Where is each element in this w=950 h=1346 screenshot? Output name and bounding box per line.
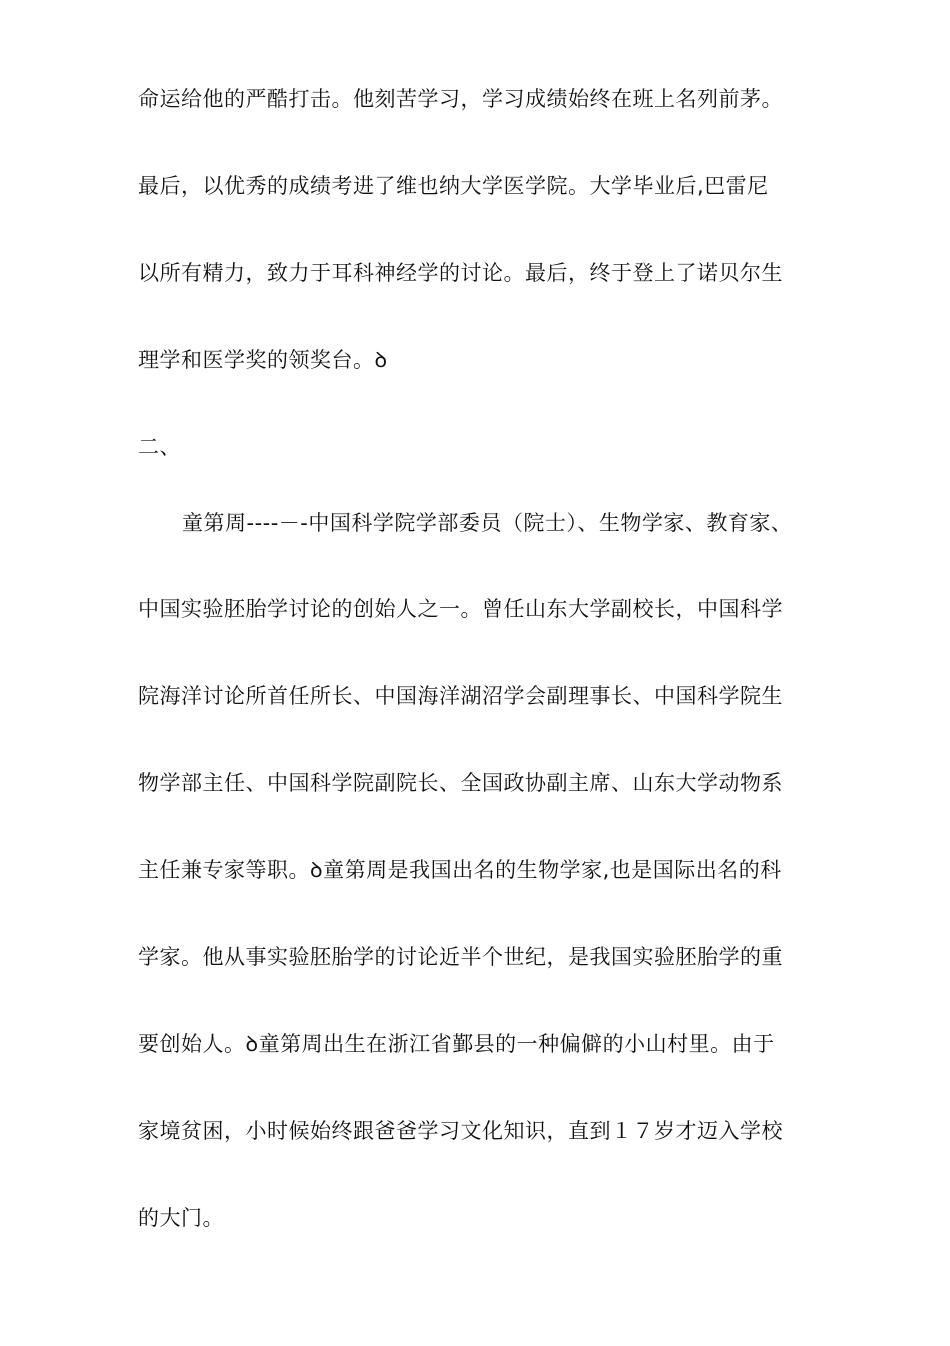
text-line-10: 主任兼专家等职。ꝺ童第周是我国出名的生物学家,也是国际出名的科 [138, 858, 782, 882]
text-line-1: 命运给他的严酷打击。他刻苦学习，学习成绩始终在班上名列前茅。 [138, 87, 783, 111]
text-line-11: 学家。他从事实验胚胎学的讨论近半个世纪，是我国实验胚胎学的重 [138, 945, 783, 969]
text-line-3: 以所有精力，致力于耳科神经学的讨论。最后，终于登上了诺贝尔生 [138, 261, 783, 285]
text-line-paragraph-start: 童第周----－-中国科学院学部委员（院士）、生物学家、教育家、 [182, 511, 793, 535]
text-line-4: 理学和医学奖的领奖台。ꝺ [138, 348, 388, 372]
text-line-7: 中国实验胚胎学讨论的创始人之一。曾任山东大学副校长，中国科学 [138, 597, 783, 621]
text-line-2: 最后，以优秀的成绩考进了维也纳大学医学院。大学毕业后,巴雷尼 [138, 174, 769, 198]
text-line-8: 院海洋讨论所首任所长、中国海洋湖沼学会副理事长、中国科学院生 [138, 684, 783, 708]
text-line-13: 家境贫困，小时候始终跟爸爸学习文化知识，直到１７岁才迈入学校 [138, 1119, 783, 1143]
text-line-12: 要创始人。ꝺ童第周出生在浙江省鄞县的一种偏僻的小山村里。由于 [138, 1032, 775, 1056]
text-line-9: 物学部主任、中国科学院副院长、全国政协副主席、山东大学动物系 [138, 771, 783, 795]
text-line-14: 的大门。 [138, 1206, 224, 1230]
section-heading: 二、 [138, 435, 181, 459]
